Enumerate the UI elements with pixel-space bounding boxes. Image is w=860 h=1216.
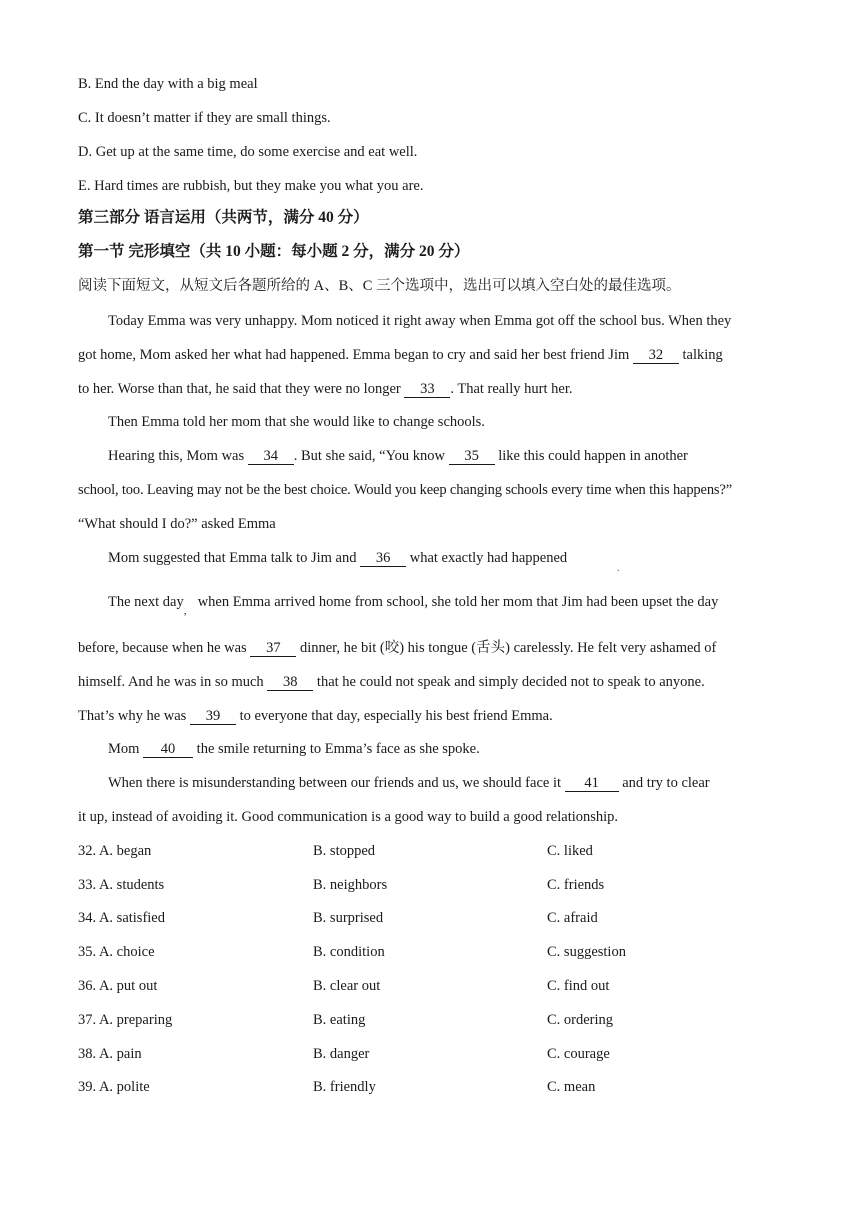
- prev-option-b: B. End the day with a big meal: [78, 76, 258, 92]
- question-33-option-c[interactable]: C. friends: [547, 877, 605, 893]
- question-38-option-a[interactable]: 38. A. pain: [78, 1046, 142, 1062]
- passage-text: like this could happen in another: [494, 448, 688, 464]
- passage-line: [78, 639, 716, 657]
- question-38-option-b[interactable]: B. danger: [313, 1046, 370, 1062]
- passage-line: [78, 673, 705, 691]
- blank-35[interactable]: 35: [449, 449, 495, 465]
- prev-option-c: C. It doesn’t matter if they are small things.: [78, 110, 331, 126]
- passage-text: talking: [678, 347, 723, 363]
- blank-34[interactable]: 34: [248, 449, 294, 465]
- prev-option-e: E. Hard times are rubbish, but they make you what you are.: [78, 178, 424, 194]
- blank-39[interactable]: 39: [190, 709, 236, 725]
- passage-line: [108, 740, 480, 758]
- question-38-option-c[interactable]: C. courage: [547, 1046, 610, 1062]
- question-34-option-c[interactable]: C. afraid: [547, 910, 598, 926]
- question-35-option-c[interactable]: C. suggestion: [547, 944, 626, 960]
- blank-38[interactable]: 38: [267, 675, 313, 691]
- prev-option-d: D. Get up at the same time, do some exercise and eat well.: [78, 144, 418, 160]
- question-37-option-b[interactable]: B. eating: [313, 1012, 366, 1028]
- passage-text: before, because when he was: [78, 640, 251, 656]
- passage-text: what exactly had happened: [406, 550, 568, 566]
- question-34-option-b[interactable]: B. surprised: [313, 910, 384, 926]
- passage-line: school, too. Leaving may not be the best choice. Would you keep changing schools every time when this happens?”: [78, 482, 732, 498]
- passage-line: [78, 346, 723, 364]
- passage-line: [108, 774, 710, 792]
- blank-40[interactable]: 40: [143, 742, 193, 758]
- blank-33[interactable]: 33: [404, 382, 450, 398]
- passage-text: The next day: [108, 594, 184, 610]
- question-33-option-a[interactable]: 33. A. students: [78, 877, 165, 893]
- question-39-option-a[interactable]: 39. A. polite: [78, 1079, 150, 1095]
- blank-32[interactable]: 32: [633, 348, 679, 364]
- question-33-option-b[interactable]: B. neighbors: [313, 877, 388, 893]
- passage-text: dinner, he bit (咬) his tongue (舌头) carelessly. He felt very ashamed of: [296, 640, 717, 656]
- question-36-option-b[interactable]: B. clear out: [313, 978, 381, 994]
- passage-line: The next day,when Emma arrived home from school, she told her mom that Jim had been upset the day: [108, 594, 719, 617]
- passage-line: Today Emma was very unhappy. Mom noticed it right away when Emma got off the school bus. When they: [108, 313, 732, 329]
- passage-text: to her. Worse than that, he said that they were no longer: [78, 381, 405, 397]
- question-32-option-b[interactable]: B. stopped: [313, 843, 376, 859]
- passage-text: to everyone that day, especially his best friend Emma.: [235, 708, 553, 724]
- passage-line: [108, 447, 688, 465]
- passage-text: himself. And he was in so much: [78, 674, 268, 690]
- question-34-option-a[interactable]: 34. A. satisfied: [78, 910, 165, 926]
- passage-text: Mom suggested that Emma talk to Jim and: [108, 550, 361, 566]
- instruction-text: 阅读下面短文，从短文后各题所给的 A、B、C 三个选项中，选出可以填入空白处的最佳选项。: [78, 278, 681, 294]
- passage-text: and try to clear: [618, 775, 710, 791]
- passage-line: Then Emma told her mom that she would like to change schools.: [108, 414, 485, 430]
- passage-text: when Emma arrived home from school, she told her mom that Jim had been upset the day: [197, 594, 719, 610]
- passage-line: [78, 707, 553, 725]
- question-36-option-a[interactable]: 36. A. put out: [78, 978, 158, 994]
- question-35-option-a[interactable]: 35. A. choice: [78, 944, 155, 960]
- question-32-option-c[interactable]: C. liked: [547, 843, 593, 859]
- question-32-option-a[interactable]: 32. A. began: [78, 843, 152, 859]
- passage-text: the smile returning to Emma’s face as she spoke.: [193, 741, 480, 757]
- blank-36[interactable]: 36: [360, 551, 406, 567]
- passage-line: [108, 549, 567, 567]
- blank-41[interactable]: 41: [565, 776, 619, 792]
- question-35-option-b[interactable]: B. condition: [313, 944, 385, 960]
- question-37-option-a[interactable]: 37. A. preparing: [78, 1012, 173, 1028]
- passage-text: That’s why he was: [78, 708, 190, 724]
- section-heading: 第一节 完形填空（共 10 小题：每小题 2 分，满分 20 分）: [78, 243, 470, 260]
- passage-text: Mom: [108, 741, 144, 757]
- question-36-option-c[interactable]: C. find out: [547, 978, 610, 994]
- passage-text: Hearing this, Mom was: [108, 448, 248, 464]
- question-39-option-b[interactable]: B. friendly: [313, 1079, 376, 1095]
- passage-text: When there is misunderstanding between our friends and us, we should face it: [108, 775, 565, 791]
- passage-line: “What should I do?” asked Emma: [78, 516, 276, 532]
- blank-37[interactable]: 37: [250, 641, 296, 657]
- question-39-option-c[interactable]: C. mean: [547, 1079, 596, 1095]
- question-37-option-c[interactable]: C. ordering: [547, 1012, 614, 1028]
- stray-mark: .: [617, 563, 620, 574]
- part-heading: 第三部分 语言运用（共两节，满分 40 分）: [78, 209, 369, 226]
- passage-text: . But she said, “You know: [293, 448, 449, 464]
- passage-line: it up, instead of avoiding it. Good communication is a good way to build a good relationship.: [78, 809, 619, 825]
- passage-text: . That really hurt her.: [450, 381, 573, 397]
- passage-line: [78, 380, 572, 398]
- passage-text: that he could not speak and simply decided not to speak to anyone.: [313, 674, 705, 690]
- passage-text: got home, Mom asked her what had happened. Emma began to cry and said her best friend Jim: [78, 347, 633, 363]
